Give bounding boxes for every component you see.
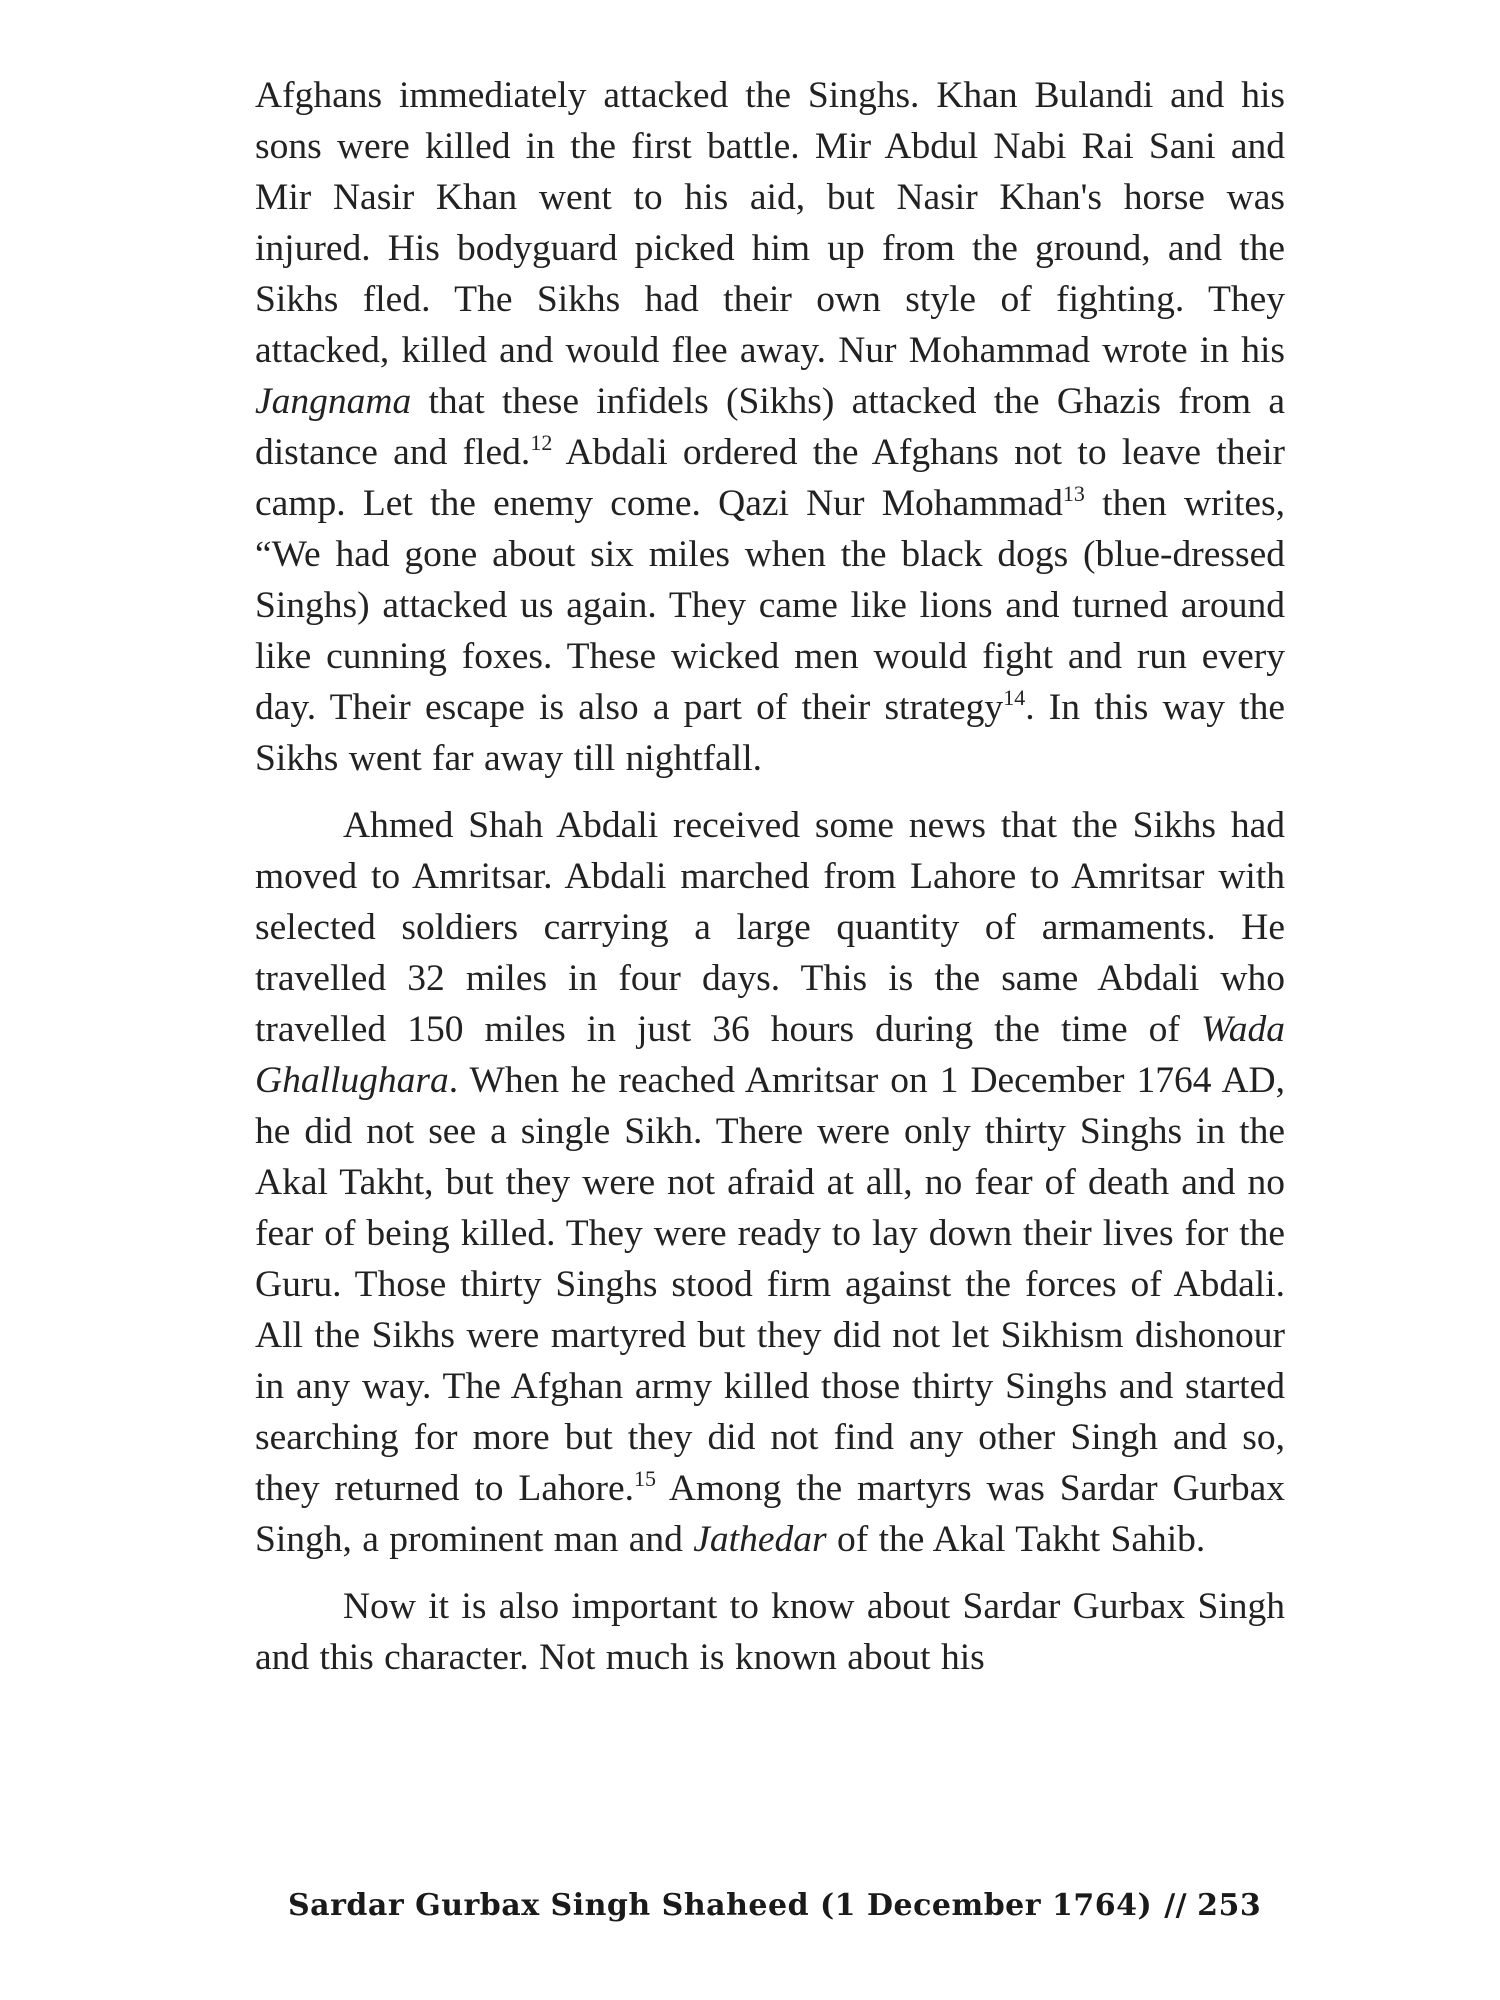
running-title: Sardar Gurbax Singh Shaheed (1 December 1764) bbox=[288, 1888, 1153, 1923]
text-segment: that these infidels (Sikhs) attacked the Ghazis from a distance and fled. bbox=[255, 381, 1285, 473]
footnote-ref-15[interactable]: 15 bbox=[634, 1466, 656, 1491]
paragraph-1 bbox=[255, 70, 1285, 784]
text-segment: . In this way the Sikhs went far away till nightfall. bbox=[255, 687, 1285, 779]
text-segment: Ahmed Shah Abdali received some news that the Sikhs had moved to Amritsar. Abdali marched from Lahore to Amritsar with selected soldiers carrying a large quantity of armaments. He travelled 32 miles in four days. This is the same Abdali who travelled 150 miles in just 36 hours during the time of bbox=[255, 805, 1285, 1050]
text-segment: Among the martyrs was Sardar Gurbax Singh, a prominent man and bbox=[255, 1468, 1285, 1560]
text-segment: then writes, “We had gone about six miles when the black dogs (blue-dressed Singhs) attacked us again. They came like lions and turned around like cunning foxes. These wicked men would fight and run every day. Their escape is also a part of their strategy bbox=[255, 483, 1285, 728]
text-segment: Now it is also important to know about Sardar Gurbax Singh and this character. Not much is known about his bbox=[255, 1586, 1285, 1678]
italic-term-jangnama: Jangnama bbox=[255, 381, 412, 422]
page-footer bbox=[288, 1888, 1288, 1923]
page-body bbox=[255, 70, 1285, 1683]
footnote-ref-12[interactable]: 12 bbox=[530, 430, 553, 455]
page-number: 253 bbox=[1197, 1888, 1262, 1923]
footnote-ref-13[interactable]: 13 bbox=[1062, 481, 1085, 506]
footer-separator: // bbox=[1164, 1888, 1188, 1923]
text-segment: of the Akal Takht Sahib. bbox=[826, 1519, 1206, 1560]
footnote-ref-14[interactable]: 14 bbox=[1003, 685, 1026, 710]
text-segment: . When he reached Amritsar on 1 December 1764 AD, he did not see a single Sikh. There were only thirty Singhs in the Akal Takht, but they were not afraid at all, no fear of death and no fear of being killed. They were ready to lay down their lives for the Guru. Those thirty Singhs stood firm against the forces of Abdali. All the Sikhs were martyred but they did not let Sikhism dishonour in any way. The Afghan army killed those thirty Singhs and started searching for more but they did not find any other Singh and so, they returned to Lahore. bbox=[255, 1060, 1285, 1509]
paragraph-3 bbox=[255, 1581, 1285, 1683]
text-segment: Abdali ordered the Afghans not to leave their camp. Let the enemy come. Qazi Nur Mohammad bbox=[255, 432, 1286, 524]
italic-term-jathedar: Jathedar bbox=[693, 1519, 827, 1560]
paragraph-2 bbox=[255, 800, 1285, 1565]
text-segment: Afghans immediately attacked the Singhs. Khan Bulandi and his sons were killed in the first battle. Mir Abdul Nabi Rai Sani and Mir Nasir Khan went to his aid, but Nasir Khan's horse was injured. His bodyguard picked him up from the ground, and the Sikhs fled. The Sikhs had their own style of fighting. They attacked, killed and would flee away. Nur Mohammad wrote in his bbox=[255, 75, 1285, 371]
italic-term-wada-ghallughara: Wada Ghallughara bbox=[255, 1009, 1285, 1101]
